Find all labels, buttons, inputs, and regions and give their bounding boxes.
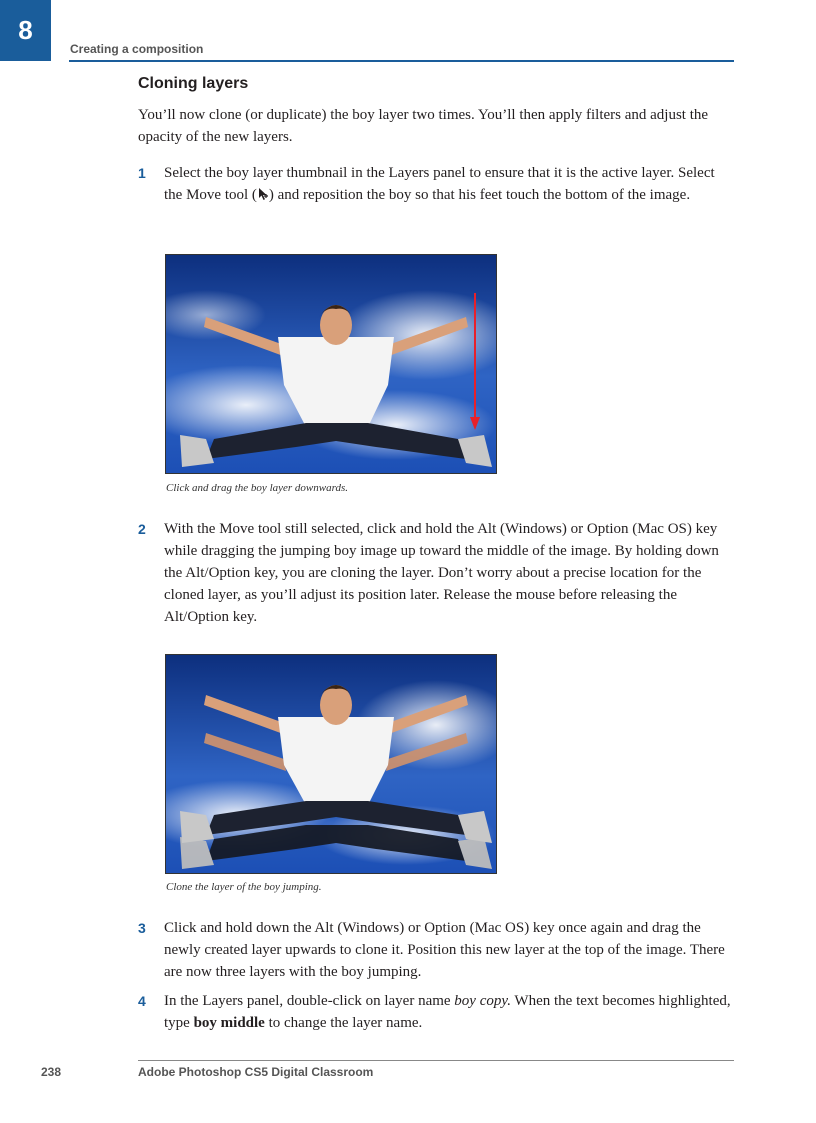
layer-name-boy-copy: boy copy.	[454, 993, 511, 1009]
figure-boy-drag-down	[165, 254, 497, 474]
header-rule	[69, 60, 734, 62]
figure-boy-cloned	[165, 654, 497, 874]
running-head: Creating a composition	[70, 42, 204, 56]
step-number: 3	[138, 920, 146, 936]
step-number: 2	[138, 521, 146, 537]
new-layer-name: boy middle	[193, 1015, 265, 1031]
figure-1-caption: Click and drag the boy layer downwards.	[166, 482, 348, 494]
step-text: Click and hold down the Alt (Windows) or Option (Mac OS) key once again and drag the newly created layer upwards to clone it. Position this new layer at the top of the image. There are now three layers with the boy jumping.	[164, 920, 725, 980]
intro-paragraph: You’ll now clone (or duplicate) the boy layer two times. You’ll then apply filters and adjust the opacity of the new layers.	[138, 107, 709, 145]
chapter-number-tab: 8	[0, 0, 51, 61]
page-number: 238	[41, 1065, 62, 1079]
step-number: 1	[138, 165, 146, 181]
step-text: In the Layers panel, double-click on layer name boy copy. When the text becomes highlighted, type boy middle to change the layer name.	[164, 993, 731, 1031]
step-text: Select the boy layer thumbnail in the Layers panel to ensure that it is the active layer. Select the Move tool ( ) and reposition the boy so that his feet touch the bottom of the image.	[164, 165, 715, 203]
figure-2-caption: Clone the layer of the boy jumping.	[166, 881, 322, 893]
book-title: Adobe Photoshop CS5 Digital Classroom	[138, 1065, 374, 1079]
section-title: Cloning layers	[138, 75, 249, 92]
step-number: 4	[138, 993, 146, 1009]
step-text: With the Move tool still selected, click and hold the Alt (Windows) or Option (Mac OS) key while dragging the jumping boy image up toward the middle of the image. By holding down the Alt/Option key, you are cloning the layer. Don’t worry about a precise location for the cloned layer, as you’ll adjust its position later. Release the mouse before releasing the Alt/Option key.	[164, 521, 719, 625]
move-tool-icon	[257, 187, 269, 201]
footer-rule	[138, 1060, 734, 1061]
